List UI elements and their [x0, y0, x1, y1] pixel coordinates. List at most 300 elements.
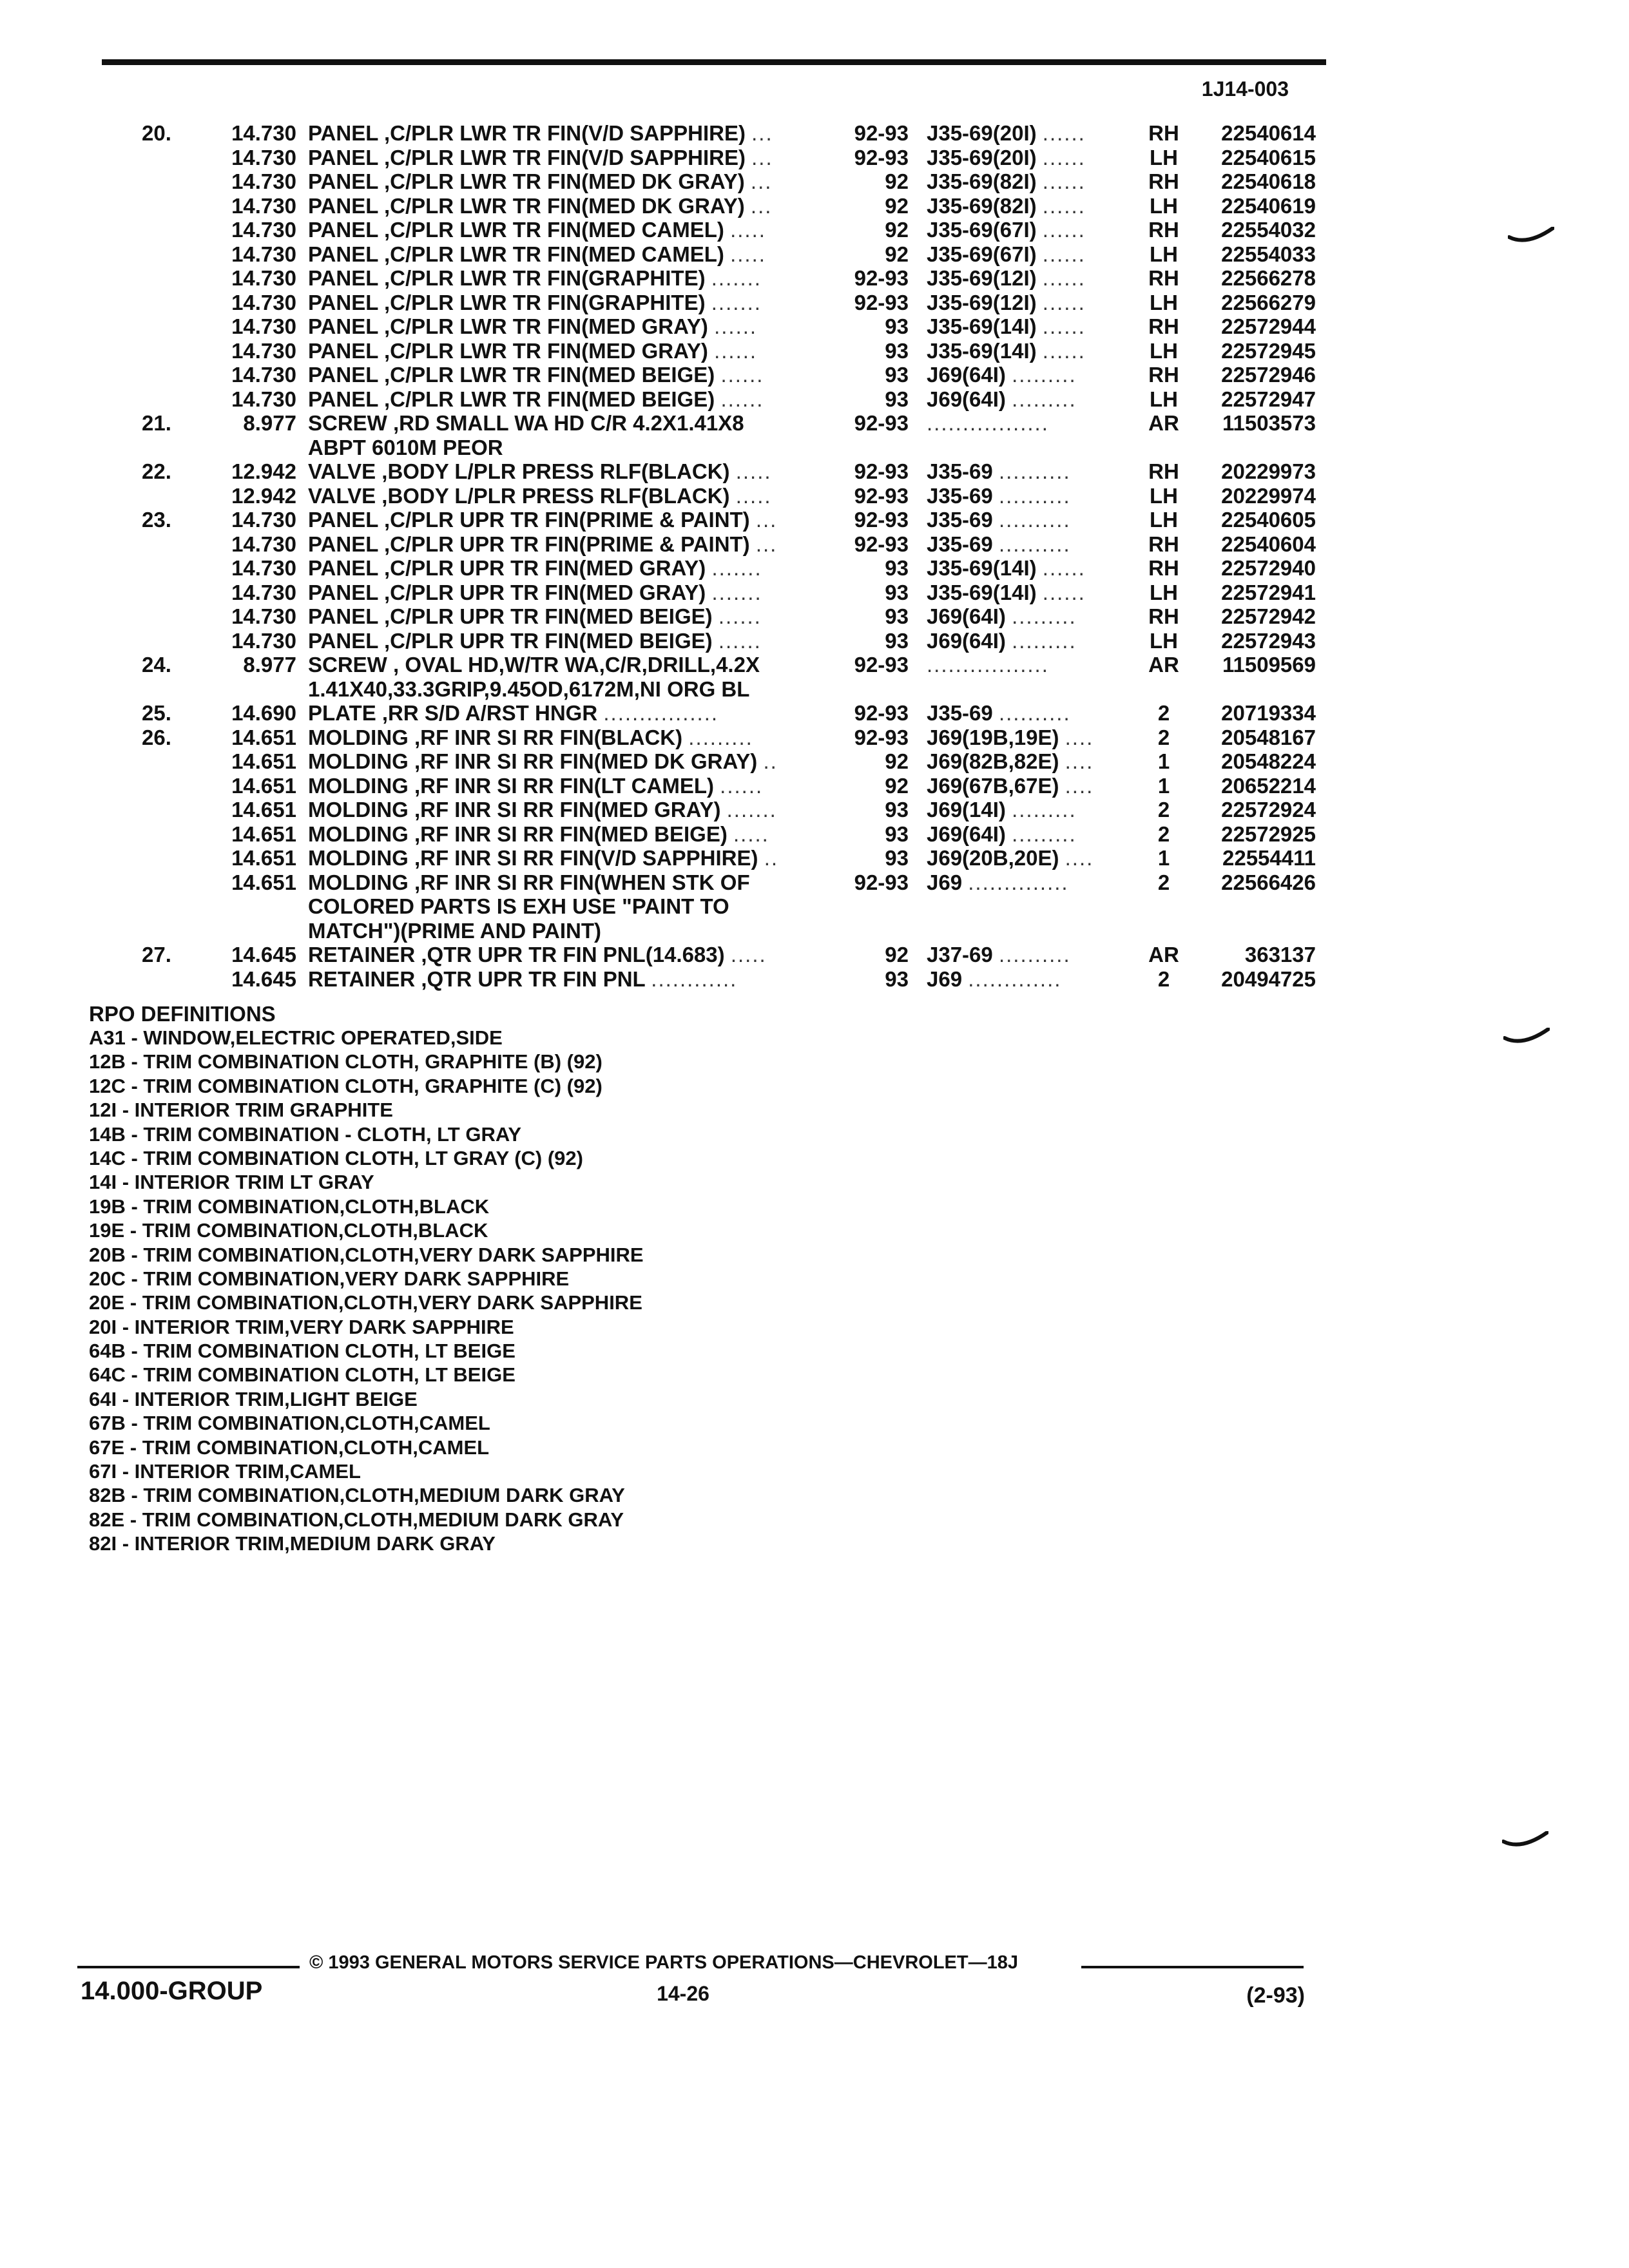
application-code-text: J35-69	[927, 508, 993, 532]
application-code-text: J35-69(14I)	[927, 338, 1037, 363]
application-code	[927, 532, 1139, 557]
ref-number: 14.690	[231, 701, 296, 725]
parts-row	[0, 581, 1629, 605]
parts-row	[0, 169, 1629, 194]
part-description	[308, 146, 830, 170]
part-description-text: PANEL ,C/PLR UPR TR FIN(PRIME & PAINT)	[308, 532, 750, 556]
part-description-text: PANEL ,C/PLR LWR TR FIN(MED BEIGE)	[308, 387, 715, 411]
ref-number: 14.730	[231, 387, 296, 411]
application-code	[927, 194, 1139, 218]
model-year: 92-93	[854, 145, 909, 169]
quantity: 2	[1157, 870, 1170, 894]
part-number: 22572947	[1221, 387, 1316, 411]
model-year: 93	[885, 628, 909, 653]
application-code-text: J35-69(67I)	[927, 218, 1037, 242]
dot-leader: ......	[714, 338, 758, 363]
model-year: 92	[885, 773, 909, 798]
quantity: LH	[1150, 628, 1178, 653]
parts-row	[0, 629, 1629, 653]
rpo-list	[89, 1026, 862, 1556]
part-description	[308, 218, 830, 242]
application-code	[927, 653, 1139, 677]
parts-row	[0, 943, 1629, 967]
quantity: LH	[1150, 508, 1178, 532]
dot-leader: .................	[927, 411, 1049, 435]
dot-leader: ......	[1042, 242, 1086, 266]
rpo-definition: 19E - TRIM COMBINATION,CLOTH,BLACK	[89, 1219, 488, 1242]
rpo-definition: 12B - TRIM COMBINATION CLOTH, GRAPHITE (B) (92)	[89, 1050, 602, 1073]
quantity: RH	[1148, 169, 1179, 193]
model-year: 92-93	[854, 508, 909, 532]
dot-leader: ......	[718, 628, 762, 653]
application-code-text: J35-69	[927, 701, 993, 725]
parts-row	[0, 411, 1629, 436]
quantity: RH	[1148, 604, 1179, 628]
dot-leader: ..	[763, 749, 778, 773]
parts-row	[0, 436, 1629, 460]
part-description-text: ABPT 6010M PEOR	[308, 435, 503, 459]
quantity: LH	[1150, 290, 1178, 314]
rpo-definition: 14I - INTERIOR TRIM LT GRAY	[89, 1171, 374, 1194]
part-description	[308, 121, 830, 146]
application-code-text: J37-69	[927, 943, 993, 966]
dot-leader: .......	[711, 556, 762, 580]
part-description	[308, 436, 830, 460]
part-number: 22554033	[1221, 242, 1316, 266]
dot-leader: ..........	[998, 508, 1071, 532]
part-description	[308, 604, 830, 629]
parts-row	[0, 726, 1629, 750]
footer-rule-right	[1081, 1966, 1304, 1968]
rpo-definition: 20E - TRIM COMBINATION,CLOTH,VERY DARK SAPPHIRE	[89, 1291, 642, 1314]
page-code: 1J14-003	[1201, 77, 1289, 101]
application-code	[927, 169, 1139, 194]
parts-row	[0, 798, 1629, 822]
parts-row	[0, 314, 1629, 339]
quantity: 2	[1157, 725, 1170, 749]
part-description-text: PANEL ,C/PLR LWR TR FIN(MED GRAY)	[308, 338, 708, 363]
part-description-text: VALVE ,BODY L/PLR PRESS RLF(BLACK)	[308, 459, 730, 483]
dot-leader: ..	[764, 846, 779, 870]
dot-leader: .......	[726, 798, 777, 822]
application-code-text: J35-69(12I)	[927, 290, 1037, 314]
parts-row	[0, 919, 1629, 943]
application-code	[927, 242, 1139, 267]
model-year: 93	[885, 580, 909, 604]
application-code-text: J35-69(14I)	[927, 580, 1037, 604]
part-description-text: PLATE ,RR S/D A/RST HNGR	[308, 701, 598, 725]
parts-row	[0, 508, 1629, 532]
rpo-definitions	[89, 1002, 862, 1556]
dot-leader: .......	[711, 290, 762, 314]
application-code	[927, 291, 1139, 315]
part-description	[308, 870, 830, 895]
dot-leader: ..........	[998, 459, 1071, 483]
part-description	[308, 967, 830, 992]
part-description-text: PANEL ,C/PLR UPR TR FIN(MED BEIGE)	[308, 628, 713, 653]
quantity: LH	[1150, 483, 1178, 508]
dot-leader: .......	[711, 580, 762, 604]
model-year: 92-93	[854, 653, 909, 677]
dot-leader: ......	[718, 604, 762, 628]
ref-number: 14.730	[231, 193, 296, 218]
part-description	[308, 749, 830, 774]
part-description	[308, 846, 830, 870]
quantity: RH	[1148, 363, 1179, 387]
model-year: 93	[885, 604, 909, 628]
rpo-definition: 67B - TRIM COMBINATION,CLOTH,CAMEL	[89, 1412, 490, 1435]
quantity: AR	[1148, 653, 1179, 677]
part-description	[308, 726, 830, 750]
dot-leader: .....	[730, 943, 767, 966]
rpo-definition: 19B - TRIM COMBINATION,CLOTH,BLACK	[89, 1195, 490, 1218]
parts-row	[0, 532, 1629, 557]
part-number: 363137	[1244, 943, 1316, 966]
part-number: 20652214	[1221, 773, 1316, 798]
dot-leader: .................	[927, 653, 1049, 677]
ref-number: 14.645	[231, 943, 296, 966]
parts-row	[0, 894, 1629, 919]
dot-leader: ....	[1065, 773, 1094, 798]
ref-number: 14.730	[231, 580, 296, 604]
application-code	[927, 604, 1139, 629]
part-description-text: PANEL ,C/PLR LWR TR FIN(MED CAMEL)	[308, 218, 724, 242]
part-description-text: PANEL ,C/PLR UPR TR FIN(MED BEIGE)	[308, 604, 713, 628]
quantity: LH	[1150, 145, 1178, 169]
dot-leader: .........	[1012, 363, 1077, 387]
dot-leader: ......	[1042, 290, 1086, 314]
part-description	[308, 411, 830, 436]
part-description-text: MATCH")(PRIME AND PAINT)	[308, 918, 601, 943]
ref-number: 14.730	[231, 242, 296, 266]
application-code	[927, 459, 1139, 484]
dot-leader: ...	[751, 145, 773, 169]
dot-leader: .........	[1012, 387, 1077, 411]
application-code-text: J35-69(82I)	[927, 193, 1037, 218]
ref-number: 8.977	[243, 653, 296, 677]
part-number: 11509569	[1222, 653, 1316, 677]
part-number: 22554411	[1222, 846, 1316, 870]
dot-leader: ..........	[998, 943, 1071, 966]
part-description-text: PANEL ,C/PLR LWR TR FIN(MED GRAY)	[308, 314, 708, 338]
dot-leader: ..........	[998, 532, 1071, 556]
ref-number: 14.730	[231, 532, 296, 556]
part-description-text: PANEL ,C/PLR UPR TR FIN(MED GRAY)	[308, 580, 706, 604]
ref-number: 14.730	[231, 556, 296, 580]
part-description	[308, 387, 830, 412]
dot-leader: .........	[1012, 604, 1077, 628]
rpo-definition: 20C - TRIM COMBINATION,VERY DARK SAPPHIRE	[89, 1267, 570, 1290]
footer-copyright: © 1993 GENERAL MOTORS SERVICE PARTS OPERATIONS—CHEVROLET—18J	[309, 1952, 1018, 1973]
part-number: 22572944	[1221, 314, 1316, 338]
ref-number: 14.651	[231, 798, 296, 822]
quantity: 1	[1157, 846, 1170, 870]
dot-leader: .....	[730, 242, 766, 266]
dot-leader: ......	[720, 387, 764, 411]
application-code	[927, 774, 1139, 798]
application-code-text: J69(20B,20E)	[927, 846, 1059, 870]
part-number: 20229974	[1221, 483, 1316, 508]
rpo-definition: 82E - TRIM COMBINATION,CLOTH,MEDIUM DARK GRAY	[89, 1508, 624, 1531]
ref-number: 14.730	[231, 218, 296, 242]
ref-number: 14.730	[231, 121, 296, 145]
dot-leader: ......	[1042, 556, 1086, 580]
check-mark-icon	[1502, 1831, 1548, 1850]
model-year: 92	[885, 193, 909, 218]
part-description-text: MOLDING ,RF INR SI RR FIN(MED DK GRAY)	[308, 749, 758, 773]
dot-leader: ......	[1042, 338, 1086, 363]
quantity: LH	[1150, 387, 1178, 411]
parts-row	[0, 266, 1629, 291]
application-code	[927, 411, 1139, 436]
part-number: 22566279	[1221, 290, 1316, 314]
parts-row	[0, 822, 1629, 847]
dot-leader: .....	[735, 483, 772, 508]
parts-row	[0, 604, 1629, 629]
item-number: 21.	[142, 411, 171, 435]
part-number: 22540618	[1221, 169, 1316, 193]
model-year: 92	[885, 943, 909, 966]
dot-leader: ..........	[998, 483, 1071, 508]
ref-number: 14.730	[231, 363, 296, 387]
application-code	[927, 726, 1139, 750]
quantity: RH	[1148, 532, 1179, 556]
parts-row	[0, 459, 1629, 484]
model-year: 93	[885, 846, 909, 870]
dot-leader: ......	[1042, 169, 1086, 193]
dot-leader: ......	[1042, 145, 1086, 169]
part-number: 22572943	[1221, 628, 1316, 653]
rpo-definition: 82B - TRIM COMBINATION,CLOTH,MEDIUM DARK GRAY	[89, 1484, 625, 1507]
model-year: 92-93	[854, 483, 909, 508]
model-year: 92	[885, 218, 909, 242]
application-code-text: J35-69(20I)	[927, 145, 1037, 169]
application-code	[927, 581, 1139, 605]
dot-leader: ..........	[998, 701, 1071, 725]
application-code	[927, 339, 1139, 363]
application-code	[927, 314, 1139, 339]
part-description-text: COLORED PARTS IS EXH USE "PAINT TO	[308, 894, 729, 918]
part-number: 22566426	[1221, 870, 1316, 894]
quantity: LH	[1150, 338, 1178, 363]
application-code	[927, 749, 1139, 774]
part-number: 22566278	[1221, 266, 1316, 290]
model-year: 93	[885, 387, 909, 411]
part-number: 22572942	[1221, 604, 1316, 628]
part-description-text: PANEL ,C/PLR LWR TR FIN(MED CAMEL)	[308, 242, 724, 266]
item-number: 26.	[142, 725, 171, 749]
application-code	[927, 822, 1139, 847]
dot-leader: ......	[1042, 218, 1086, 242]
part-description-text: PANEL ,C/PLR LWR TR FIN(MED DK GRAY)	[308, 193, 745, 218]
ref-number: 14.651	[231, 725, 296, 749]
application-code	[927, 798, 1139, 822]
ref-number: 14.730	[231, 290, 296, 314]
application-code	[927, 266, 1139, 291]
quantity: 1	[1157, 749, 1170, 773]
dot-leader: ....	[1065, 749, 1094, 773]
application-code-text: J69(64I)	[927, 628, 1006, 653]
rpo-definition: 14C - TRIM COMBINATION CLOTH, LT GRAY (C) (92)	[89, 1146, 583, 1169]
application-code-text: J35-69	[927, 459, 993, 483]
dot-leader: ......	[1042, 193, 1086, 218]
ref-number: 14.730	[231, 145, 296, 169]
application-code-text: J35-69	[927, 532, 993, 556]
part-description-text: PANEL ,C/PLR LWR TR FIN(V/D SAPPHIRE)	[308, 145, 746, 169]
check-mark-icon	[1503, 1028, 1550, 1047]
quantity: 2	[1157, 798, 1170, 822]
application-code	[927, 967, 1139, 992]
part-number: 20719334	[1221, 701, 1316, 725]
part-description-text: PANEL ,C/PLR UPR TR FIN(PRIME & PAINT)	[308, 508, 750, 532]
part-number: 22540604	[1221, 532, 1316, 556]
ref-number: 14.730	[231, 266, 296, 290]
application-code	[927, 701, 1139, 726]
part-description	[308, 169, 830, 194]
part-number: 20548224	[1221, 749, 1316, 773]
dot-leader: .........	[1012, 822, 1077, 846]
footer-rule-left	[77, 1966, 300, 1968]
ref-number: 14.730	[231, 604, 296, 628]
part-description	[308, 484, 830, 508]
application-code-text: J69(64I)	[927, 363, 1006, 387]
part-number: 22572945	[1221, 338, 1316, 363]
parts-row	[0, 387, 1629, 412]
rpo-definition: A31 - WINDOW,ELECTRIC OPERATED,SIDE	[89, 1026, 503, 1049]
ref-number: 14.730	[231, 508, 296, 532]
ref-number: 14.730	[231, 169, 296, 193]
part-number: 22572925	[1221, 822, 1316, 846]
part-number: 22572941	[1221, 580, 1316, 604]
dot-leader: .............	[968, 966, 1062, 991]
part-description	[308, 508, 830, 532]
application-code	[927, 870, 1139, 895]
model-year: 92	[885, 749, 909, 773]
quantity: 2	[1157, 966, 1170, 991]
part-description-text: MOLDING ,RF INR SI RR FIN(MED GRAY)	[308, 798, 721, 822]
quantity: 1	[1157, 773, 1170, 798]
model-year: 92-93	[854, 725, 909, 749]
footer-date: (2-93)	[1246, 1983, 1305, 2008]
ref-number: 14.730	[231, 314, 296, 338]
dot-leader: ......	[1042, 121, 1086, 145]
part-description	[308, 894, 830, 919]
parts-row	[0, 218, 1629, 242]
check-mark-icon	[1508, 227, 1554, 246]
application-code-text: J69(19B,19E)	[927, 725, 1059, 749]
ref-number: 14.730	[231, 338, 296, 363]
part-description	[308, 798, 830, 822]
quantity: RH	[1148, 121, 1179, 145]
model-year: 93	[885, 363, 909, 387]
header-rule	[102, 59, 1326, 65]
part-description-text: MOLDING ,RF INR SI RR FIN(WHEN STK OF	[308, 870, 750, 894]
model-year: 92-93	[854, 121, 909, 145]
part-description-text: PANEL ,C/PLR LWR TR FIN(GRAPHITE)	[308, 290, 706, 314]
rpo-definition: 67E - TRIM COMBINATION,CLOTH,CAMEL	[89, 1436, 490, 1459]
part-description	[308, 532, 830, 557]
part-description-text: MOLDING ,RF INR SI RR FIN(V/D SAPPHIRE)	[308, 846, 758, 870]
dot-leader: ......	[1042, 580, 1086, 604]
part-number: 22554032	[1221, 218, 1316, 242]
application-code	[927, 556, 1139, 581]
application-code-text: J69(64I)	[927, 822, 1006, 846]
part-description	[308, 677, 830, 702]
ref-number: 14.651	[231, 749, 296, 773]
part-number: 22540619	[1221, 193, 1316, 218]
application-code-text: J35-69(14I)	[927, 314, 1037, 338]
quantity: 2	[1157, 701, 1170, 725]
quantity: AR	[1148, 411, 1179, 435]
ref-number: 14.730	[231, 628, 296, 653]
model-year: 92	[885, 242, 909, 266]
application-code	[927, 121, 1139, 146]
parts-row	[0, 846, 1629, 870]
dot-leader: ...	[755, 508, 778, 532]
ref-number: 14.645	[231, 966, 296, 991]
item-number: 24.	[142, 653, 171, 677]
part-description	[308, 242, 830, 267]
part-description	[308, 459, 830, 484]
dot-leader: ..............	[968, 870, 1069, 894]
part-number: 20494725	[1221, 966, 1316, 991]
footer-page-number: 14-26	[657, 1982, 709, 2005]
part-description	[308, 266, 830, 291]
model-year: 93	[885, 966, 909, 991]
dot-leader: .....	[733, 822, 769, 846]
parts-row	[0, 291, 1629, 315]
rpo-definition: 12C - TRIM COMBINATION CLOTH, GRAPHITE (C) (92)	[89, 1074, 602, 1097]
part-description-text: MOLDING ,RF INR SI RR FIN(MED BEIGE)	[308, 822, 728, 846]
application-code-text: J35-69(12I)	[927, 266, 1037, 290]
application-code	[927, 846, 1139, 870]
part-number: 11503573	[1222, 411, 1316, 435]
part-number: 22572946	[1221, 363, 1316, 387]
application-code-text: J69(64I)	[927, 387, 1006, 411]
ref-number: 14.651	[231, 822, 296, 846]
parts-row	[0, 121, 1629, 146]
part-description-text: PANEL ,C/PLR LWR TR FIN(V/D SAPPHIRE)	[308, 121, 746, 145]
dot-leader: .........	[688, 725, 753, 749]
parts-row	[0, 967, 1629, 992]
model-year: 92-93	[854, 290, 909, 314]
dot-leader: ......	[720, 363, 764, 387]
model-year: 93	[885, 556, 909, 580]
part-description	[308, 943, 830, 967]
rpo-definition: 64C - TRIM COMBINATION CLOTH, LT BEIGE	[89, 1363, 516, 1387]
dot-leader: ....	[1065, 846, 1094, 870]
ref-number: 14.651	[231, 846, 296, 870]
model-year: 93	[885, 798, 909, 822]
model-year: 93	[885, 338, 909, 363]
item-number: 25.	[142, 701, 171, 725]
dot-leader: .......	[711, 266, 762, 290]
rpo-definition: 20I - INTERIOR TRIM,VERY DARK SAPPHIRE	[89, 1315, 514, 1338]
part-description-text: SCREW , OVAL HD,W/TR WA,C/R,DRILL,4.2X	[308, 653, 760, 677]
dot-leader: .........	[1012, 798, 1077, 822]
part-number: 22540605	[1221, 508, 1316, 532]
part-description	[308, 314, 830, 339]
parts-row	[0, 484, 1629, 508]
part-description	[308, 339, 830, 363]
parts-row	[0, 556, 1629, 581]
application-code	[927, 218, 1139, 242]
item-number: 27.	[142, 943, 171, 966]
application-code	[927, 363, 1139, 387]
part-description	[308, 629, 830, 653]
ref-number: 14.651	[231, 773, 296, 798]
parts-row	[0, 653, 1629, 677]
